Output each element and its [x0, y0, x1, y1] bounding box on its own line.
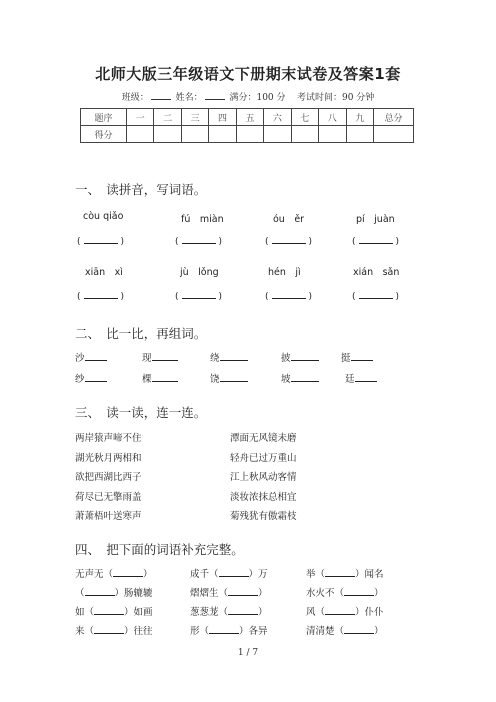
- answer-blank[interactable]: ( ): [265, 292, 313, 302]
- pinyin: hén jì: [268, 267, 301, 278]
- score-cell[interactable]: [236, 126, 263, 143]
- class-label: 班级：: [121, 93, 149, 103]
- pinyin: còu qiǎo: [83, 211, 124, 222]
- idiom-item[interactable]: 清清楚（ ）: [306, 623, 384, 637]
- score-table: [80, 108, 414, 143]
- answer-blank[interactable]: ( ): [77, 237, 125, 247]
- score-header: 六: [264, 109, 291, 126]
- idiom-item[interactable]: 熠熠生（ ）: [190, 585, 268, 599]
- score-cell[interactable]: [319, 126, 346, 143]
- score-cell[interactable]: [346, 126, 374, 143]
- compare-item[interactable]: 沙: [75, 350, 107, 364]
- poem-line-right[interactable]: 淡妆浓抹总相宜: [230, 492, 297, 503]
- exam-info: [0, 90, 496, 103]
- pinyin: pí juàn: [356, 214, 395, 225]
- idiom-item[interactable]: 来（ ）往往: [75, 623, 153, 637]
- answer-blank[interactable]: ( ): [175, 292, 223, 302]
- poem-line-right[interactable]: 菊残犹有傲霜枝: [230, 511, 297, 522]
- score-row: [81, 126, 414, 143]
- score-cell[interactable]: [264, 126, 291, 143]
- compare-item[interactable]: 挺: [341, 350, 373, 364]
- answer-blank[interactable]: ( ): [352, 237, 400, 247]
- compare-item[interactable]: 棵: [142, 371, 178, 385]
- idiom-item[interactable]: （ ）肠辘辘: [75, 585, 153, 599]
- name-blank[interactable]: [205, 90, 225, 100]
- idiom-item[interactable]: 无声无（ ）: [75, 566, 153, 580]
- score-header: 三: [181, 109, 208, 126]
- poem-line-left[interactable]: 萧萧梧叶送寒声: [75, 511, 142, 522]
- score-header: 题序: [81, 109, 127, 126]
- page-number: 1 / 7: [237, 648, 259, 658]
- name-label: 姓名：: [175, 93, 203, 103]
- section-1-heading: 一、 读拼音，写词语。: [75, 182, 207, 197]
- section-3-heading: 三、 读一读，连一连。: [75, 405, 207, 420]
- score-cell[interactable]: [154, 126, 181, 143]
- score-header: 总分: [374, 109, 414, 126]
- exam-time: 考试时间：90 分钟: [296, 93, 375, 103]
- full-score: 满分：100 分: [229, 93, 286, 103]
- answer-blank[interactable]: ( ): [175, 237, 223, 247]
- idiom-item[interactable]: 如（ ）如画: [75, 604, 153, 618]
- pinyin: fú miàn: [181, 214, 224, 225]
- poem-line-left[interactable]: 两岸猿声啼不住: [75, 433, 142, 444]
- compare-item[interactable]: 现: [142, 350, 178, 364]
- pinyin: xián sǎn: [353, 267, 400, 278]
- idiom-item[interactable]: 举（ ）闻名: [306, 566, 384, 580]
- poem-line-right[interactable]: 江上秋风动客情: [230, 472, 297, 483]
- score-header: 五: [236, 109, 263, 126]
- idiom-item[interactable]: 葱葱茏（ ）: [190, 604, 268, 618]
- section-4-heading: 四、 把下面的词语补充完整。: [75, 542, 244, 557]
- score-cell[interactable]: [181, 126, 208, 143]
- answer-blank[interactable]: ( ): [77, 292, 125, 302]
- idiom-item[interactable]: 形（ ）各异: [190, 623, 268, 637]
- page-title: 北师大版三年级语文下册期末试卷及答案1套: [95, 65, 401, 83]
- idiom-item[interactable]: 水火不（ ）: [306, 585, 384, 599]
- answer-blank[interactable]: ( ): [265, 237, 313, 247]
- score-row-label: 得分: [81, 126, 127, 143]
- score-cell[interactable]: [291, 126, 318, 143]
- compare-item[interactable]: 披: [281, 350, 319, 364]
- idiom-item[interactable]: 成千（ ）万: [190, 566, 268, 580]
- compare-item[interactable]: 饶: [210, 371, 248, 385]
- compare-item[interactable]: 纱: [75, 371, 107, 385]
- section-2-heading: 二、 比一比，再组词。: [75, 326, 207, 341]
- score-header: 一: [127, 109, 154, 126]
- score-cell[interactable]: [209, 126, 236, 143]
- idiom-item[interactable]: 风（ ）仆仆: [306, 604, 384, 618]
- pinyin: óu ěr: [273, 214, 305, 225]
- score-cell[interactable]: [374, 126, 414, 143]
- class-blank[interactable]: [151, 90, 171, 100]
- compare-item[interactable]: 廷: [345, 371, 377, 385]
- score-cell[interactable]: [127, 126, 154, 143]
- pinyin: xiān xì: [85, 267, 123, 278]
- poem-line-right[interactable]: 潭面无风镜未磨: [230, 433, 297, 444]
- score-header: 二: [154, 109, 181, 126]
- poem-line-right[interactable]: 轻舟已过万重山: [230, 453, 297, 464]
- compare-item[interactable]: 绕: [210, 350, 248, 364]
- pinyin: jù lǒng: [180, 267, 219, 278]
- poem-line-left[interactable]: 荷尽已无擎雨盖: [75, 492, 142, 503]
- score-header: 九: [346, 109, 374, 126]
- score-header-row: [81, 109, 414, 126]
- score-header: 七: [291, 109, 318, 126]
- poem-line-left[interactable]: 湖光秋月两相和: [75, 453, 142, 464]
- score-header: 八: [319, 109, 346, 126]
- compare-item[interactable]: 坡: [281, 371, 319, 385]
- answer-blank[interactable]: ( ): [352, 292, 400, 302]
- poem-line-left[interactable]: 欲把西湖比西子: [75, 472, 142, 483]
- score-header: 四: [209, 109, 236, 126]
